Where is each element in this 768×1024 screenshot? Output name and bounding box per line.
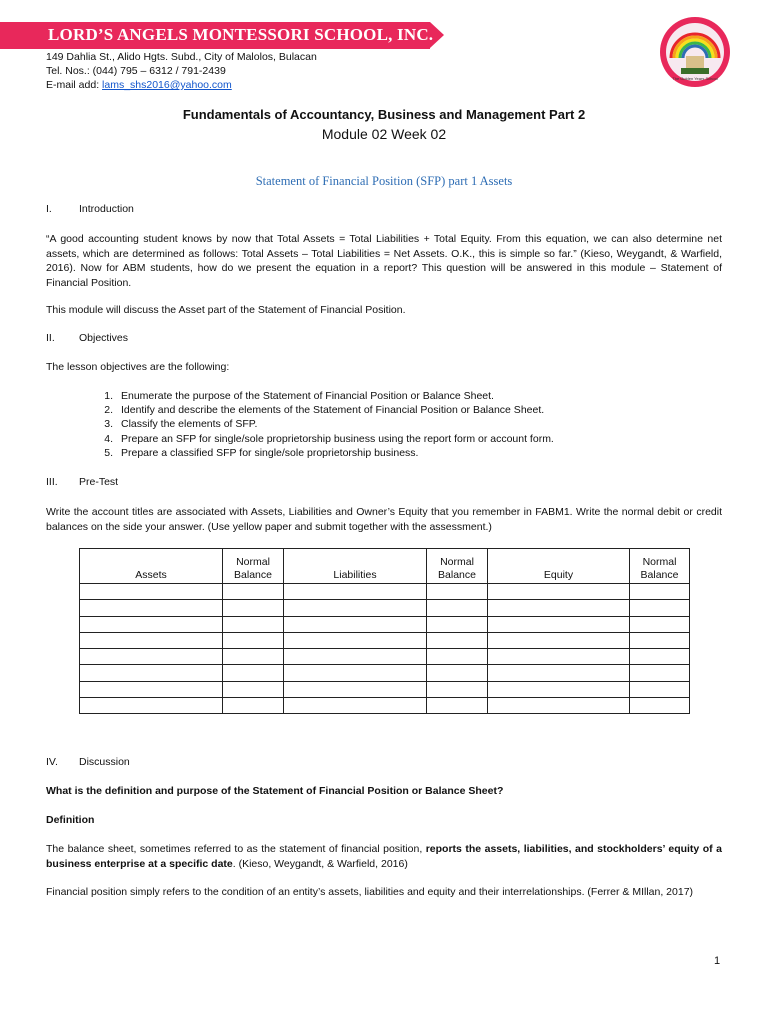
table-header-row <box>80 549 690 584</box>
table-cell <box>223 584 284 600</box>
item-text: Prepare an SFP for single/sole proprietorship business using the report form or account form. <box>121 432 554 445</box>
header-text: Balance <box>438 569 476 581</box>
table-cell <box>80 632 223 648</box>
section-label: Objectives <box>79 332 129 344</box>
header-text: Normal <box>642 556 677 568</box>
table-cell <box>223 681 284 697</box>
section-number: II. <box>46 332 55 344</box>
table-cell <box>284 584 427 600</box>
discussion-question: What is the definition and purpose of the Statement of Financial Position or Balance Sheet? <box>46 785 504 797</box>
header-text: Balance <box>640 569 679 581</box>
section-discussion <box>46 756 130 768</box>
table-row <box>80 584 690 600</box>
seal-text: The Golden Years School <box>672 76 718 81</box>
section-number: III. <box>46 476 58 488</box>
item-text: Prepare a classified SFP for single/sole proprietorship business. <box>121 446 419 459</box>
header-normal-balance <box>223 549 284 584</box>
list-item <box>46 389 554 403</box>
list-item <box>46 403 554 417</box>
table-cell <box>630 600 690 616</box>
page-number: 1 <box>714 955 721 967</box>
definition-heading: Definition <box>46 814 95 826</box>
page-title: Fundamentals of Accountancy, Business and Management Part 2 <box>182 107 586 122</box>
table-row <box>80 698 690 714</box>
module-title: Module 02 Week 02 <box>321 126 447 142</box>
item-text: Identify and describe the elements of the Statement of Financial Position or Balance Sheet. <box>121 404 545 417</box>
table-cell <box>630 584 690 600</box>
table-cell <box>427 616 488 632</box>
table-cell <box>427 584 488 600</box>
table-row <box>80 649 690 665</box>
objectives-list <box>46 389 554 460</box>
item-number: 1. <box>104 390 113 402</box>
intro-paragraph-2: This module will discuss the Asset part of the Statement of Financial Position. <box>46 304 406 316</box>
table-cell <box>488 632 630 648</box>
list-item <box>46 446 554 460</box>
definition-paragraph-2: Financial position simply refers to the condition of an entity’s assets, liabilities and equity and their interrelationships. (Ferrer & MIllan, 2017) <box>46 886 694 898</box>
table-cell <box>630 681 690 697</box>
header-normal-balance <box>630 549 690 584</box>
table-cell <box>488 616 630 632</box>
item-text: Classify the elements of SFP. <box>121 418 258 431</box>
objectives-lead: The lesson objectives are the following: <box>46 361 230 373</box>
definition-emphasis: reports the assets, liabilities, and stockholders’ equity of a business enterprise at a specific date <box>46 843 722 870</box>
item-number: 2. <box>104 404 113 417</box>
intro-paragraph: “A good accounting student knows by now that Total Assets = Total Liabilities + Total Equity. From this equation, we can also determine net assets, which are determined as follows: Total Assets – Total Liabilities = Net Assets. O.K., this is simple so far.” (Kieso, Weygandt, & Warfield, 2016). Now for ABM students, how do we present the equation in a report? This question will be answered in this module – Statement of Financial Position. <box>46 233 722 289</box>
school-name: LORD’S ANGELS MONTESSORI SCHOOL, INC. <box>48 25 434 44</box>
table-cell <box>80 681 223 697</box>
email-link[interactable]: lams_shs2016@yahoo.com <box>102 79 232 91</box>
header-text: Normal <box>236 556 270 568</box>
definition-paragraph-1 <box>46 842 722 871</box>
table-cell <box>284 649 427 665</box>
table-cell <box>630 665 690 681</box>
table-cell <box>284 665 427 681</box>
table-cell <box>80 649 223 665</box>
section-number: IV. <box>46 756 58 768</box>
table-cell <box>80 600 223 616</box>
table-cell <box>488 600 630 616</box>
header-liabilities: Liabilities <box>284 549 427 584</box>
header-equity: Equity <box>488 549 630 584</box>
item-number: 4. <box>104 432 113 445</box>
pretest-table <box>79 548 690 714</box>
table-cell <box>427 665 488 681</box>
table-cell <box>630 649 690 665</box>
table-row <box>80 600 690 616</box>
table-cell <box>284 600 427 616</box>
section-label: Introduction <box>79 203 134 215</box>
table-row <box>80 616 690 632</box>
table-cell <box>427 681 488 697</box>
table-row <box>80 632 690 648</box>
header-text: Normal <box>440 556 474 568</box>
table-cell <box>488 698 630 714</box>
item-number: 3. <box>104 418 113 431</box>
table-cell <box>80 665 223 681</box>
table-cell <box>223 698 284 714</box>
header-normal-balance <box>427 549 488 584</box>
header-assets: Assets <box>80 549 223 584</box>
table-cell <box>80 616 223 632</box>
table-cell <box>427 698 488 714</box>
lesson-subtitle: Statement of Financial Position (SFP) part 1 Assets <box>255 174 513 188</box>
table-cell <box>427 649 488 665</box>
table-cell <box>488 584 630 600</box>
school-address: 149 Dahlia St., Alido Hgts. Subd., City of Malolos, Bulacan <box>46 51 317 63</box>
definition-citation: . (Kieso, Weygandt, & Warfield, 2016) <box>232 857 408 870</box>
email-label: E-mail add: <box>46 79 103 91</box>
header-text: Balance <box>234 569 272 581</box>
table-cell <box>284 698 427 714</box>
school-phone: Tel. Nos.: (044) 795 – 6312 / 791-2439 <box>46 65 226 77</box>
definition-text: The balance sheet, sometimes referred to as the statement of financial position, <box>46 843 426 855</box>
table-cell <box>223 600 284 616</box>
table-row <box>80 681 690 697</box>
list-item <box>46 432 554 446</box>
section-label: Discussion <box>79 756 130 768</box>
table-cell <box>80 584 223 600</box>
table-cell <box>630 632 690 648</box>
table-cell <box>223 649 284 665</box>
section-introduction <box>46 203 134 215</box>
school-email-line <box>46 79 232 91</box>
table-cell <box>488 681 630 697</box>
table-cell <box>488 649 630 665</box>
section-pretest <box>46 476 118 488</box>
section-label: Pre-Test <box>79 476 119 488</box>
table-cell <box>284 616 427 632</box>
section-objectives <box>46 332 128 344</box>
item-number: 5. <box>104 446 113 459</box>
table-cell <box>223 665 284 681</box>
table-cell <box>427 632 488 648</box>
table-cell <box>284 632 427 648</box>
list-item <box>46 417 554 431</box>
table-row <box>80 665 690 681</box>
item-text: Enumerate the purpose of the Statement of Financial Position or Balance Sheet. <box>121 390 494 402</box>
school-seal-logo <box>659 16 731 88</box>
table-cell <box>223 632 284 648</box>
table-cell <box>223 616 284 632</box>
table-cell <box>80 698 223 714</box>
table-cell <box>284 681 427 697</box>
pretest-instructions: Write the account titles are associated with Assets, Liabilities and Owner’s Equity that you remember in FABM1. Write the normal debit or credit balances on the side your answer. (Use yellow paper and submit together with the assessment.) <box>46 506 722 533</box>
section-number: I. <box>46 203 52 215</box>
table-cell <box>630 616 690 632</box>
table-cell <box>630 698 690 714</box>
table-cell <box>488 665 630 681</box>
table-cell <box>427 600 488 616</box>
